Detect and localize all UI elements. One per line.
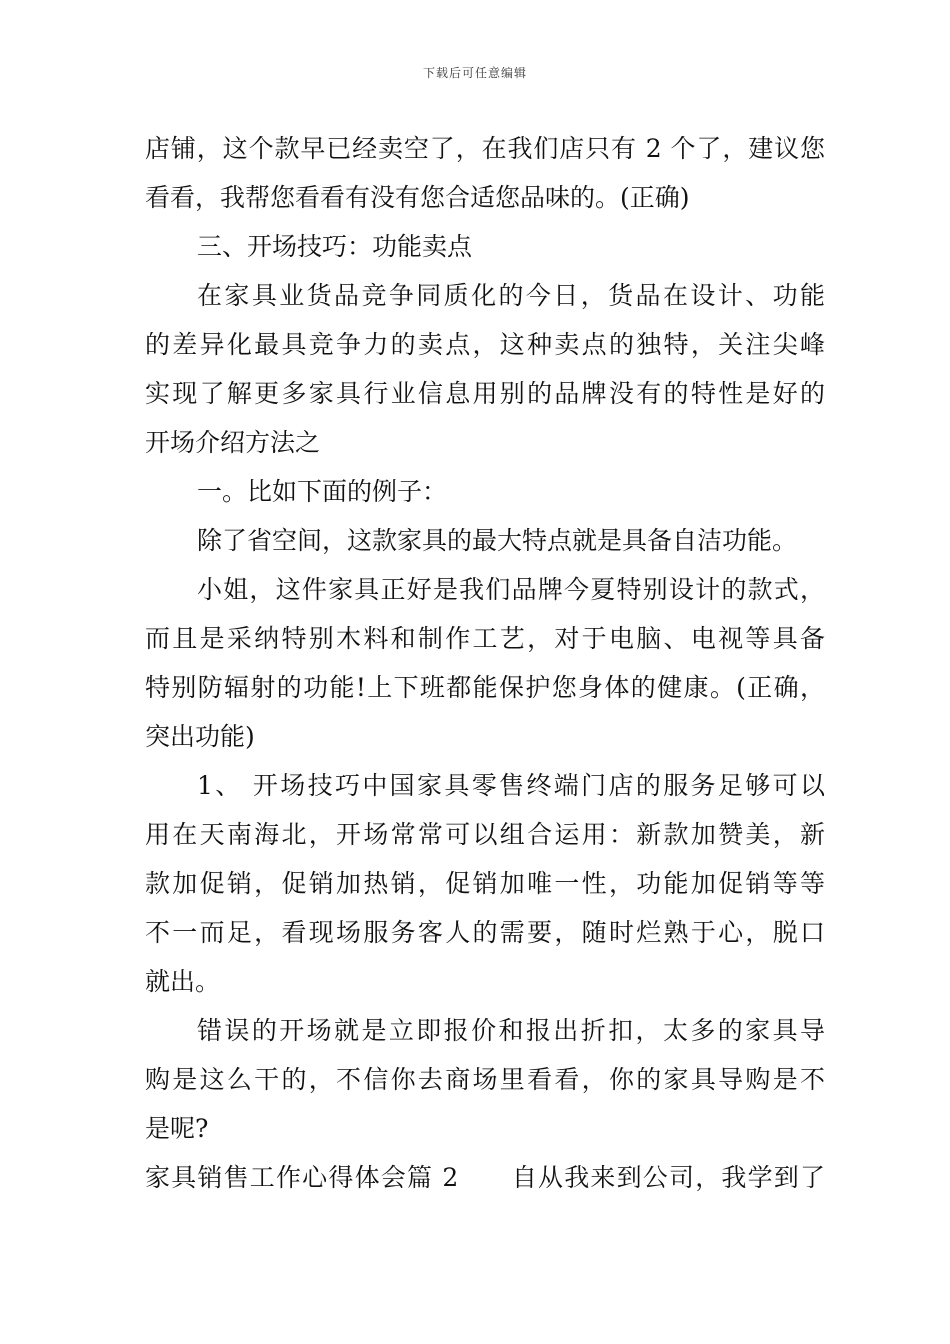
text-line: 一。比如下面的例子： (197, 477, 448, 506)
section-heading: 三、开场技巧：功能卖点 (197, 232, 473, 261)
page-header: 下载后可任意编辑 (422, 66, 527, 80)
text-line: 款加促销，促销加热销，促销加唯一性，功能加促销等等 (145, 869, 825, 898)
text-line: 就出。 (145, 967, 221, 996)
text-line: 突出功能) (145, 722, 255, 751)
text-line: 不一而足，看现场服务客人的需要，随时烂熟于心，脱口 (145, 918, 825, 947)
text-line: 小姐，这件家具正好是我们品牌今夏特别设计的款式， (197, 575, 825, 604)
text-line: 用在天南海北，开场常常可以组合运用：新款加赞美，新 (145, 820, 825, 849)
text-line: 除了省空间，这款家具的最大特点就是具备自洁功能。 (197, 526, 798, 555)
text-line: 实现了解更多家具行业信息用别的品牌没有的特性是好的 (145, 379, 825, 408)
text-line: 购是这么干的，不信你去商场里看看，你的家具导购是不 (145, 1065, 825, 1094)
text-line: 1、 开场技巧中国家具零售终端门店的服务足够可以 (197, 771, 825, 800)
text-line: 错误的开场就是立即报价和报出折扣，太多的家具导 (197, 1016, 825, 1045)
article-title-line: 家具销售工作心得体会篇 2 自从我来到公司，我学到了 (145, 1163, 825, 1192)
text-line: 在家具业货品竞争同质化的今日，货品在设计、功能 (197, 281, 825, 310)
document-body (145, 124, 825, 1202)
text-line: 看看，我帮您看看有没有您合适您品味的。(正确) (145, 183, 690, 212)
text-line: 的差异化最具竞争力的卖点，这种卖点的独特，关注尖峰 (145, 330, 825, 359)
text-line: 开场介绍方法之 (145, 428, 321, 457)
text-line: 而且是采纳特别木料和制作工艺，对于电脑、电视等具备 (145, 624, 825, 653)
text-line: 特别防辐射的功能!上下班都能保护您身体的健康。(正确， (145, 673, 825, 702)
text-line: 是呢? (145, 1114, 209, 1143)
text-line: 店铺，这个款早已经卖空了，在我们店只有 2 个了，建议您 (145, 134, 825, 163)
